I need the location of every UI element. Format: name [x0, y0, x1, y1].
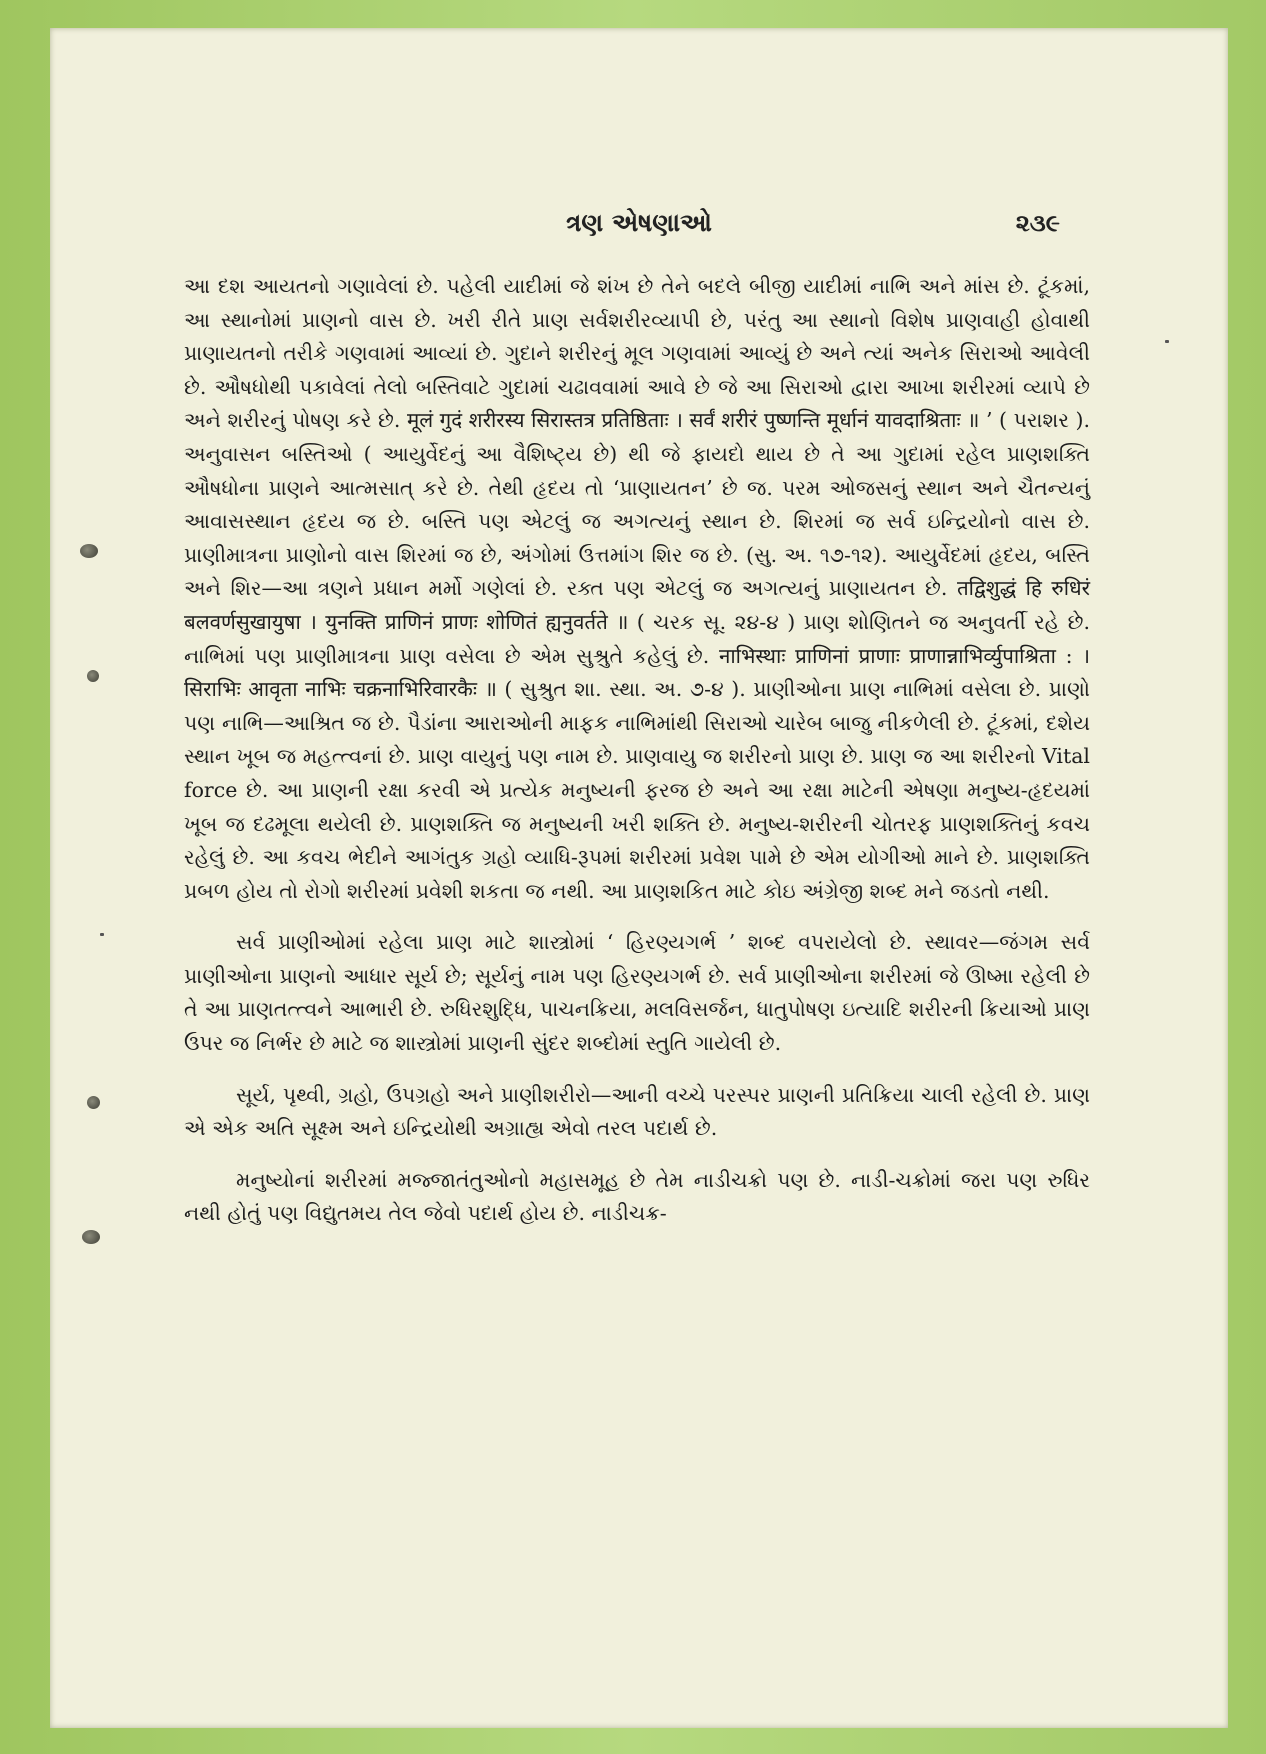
binding-hole-mark — [82, 1230, 100, 1244]
specks — [1165, 340, 1169, 343]
paragraph: સર્વ પ્રાણીઓમાં રહેલા પ્રાણ માટે શાસ્ત્રોમાં ‘ હિરણ્યગર્ભ ’ શબ્દ વપરાયેલો છે. સ્થાવર—જંગમ સર્વ પ્રાણીઓના પ્રાણનો આધાર સૂર્ય છે; સૂર્યનું નામ પણ હિરણ્યગર્ભ છે. સર્વ પ્રાણીઓના શરીરમાં જે ઊષ્મા રહેલી છે તે આ પ્રાણતત્ત્વને આભારી છે. રુધિરશુદ્ધિ, પાચનક્રિયા, મલવિસર્જન, ધાતુપોષણ ઇત્યાદિ શરીરની ક્રિયાઓ પ્રાણ ઉપર જ નિર્ભર છે માટે જ શાસ્ત્રોમાં પ્રાણની સુંદર શબ્દોમાં સ્તુતિ ગાયેલી છે. — [184, 930, 1090, 1056]
binding-hole-mark — [87, 670, 99, 682]
binding-hole-mark — [80, 544, 98, 558]
page-header — [50, 208, 1228, 248]
specks — [100, 933, 104, 936]
running-title: ત્રણ એષણાઓ — [566, 208, 712, 237]
book-page — [50, 28, 1228, 1728]
paragraph: મનુષ્યોનાં શરીરમાં મજ્જાતંતુઓનો મહાસમૂહ છે તેમ નાડીચક્રો પણ છે. નાડી-ચક્રોમાં જરા પણ રુધિર નથી હોતું પણ વિદ્યુતમય તેલ જેવો પદાર્થ હોય છે. નાડીચક્ર- — [184, 1167, 1090, 1226]
binding-hole-mark — [87, 1096, 100, 1109]
paragraph: સૂર્ય, પૃથ્વી, ગ્રહો, ઉપગ્રહો અને પ્રાણીશરીરો—આની વચ્ચે પરસ્પર પ્રાણની પ્રતિક્રિયા ચાલી રહેલી છે. પ્રાણ એ એક અતિ સૂક્ષ્મ અને ઇન્દ્રિયોથી અગ્રાહ્ય એવો તરલ પદાર્થ છે. — [184, 1082, 1090, 1141]
paragraph: આ દશ આયતનો ગણાવેલાં છે. પહેલી યાદીમાં જે શંખ છે તેને બદલે બીજી યાદીમાં નાભિ અને માંસ છે. ટૂંકમાં, આ સ્થાનોમાં પ્રાણનો વાસ છે. ખરી રીતે પ્રાણ સર્વશરીરવ્યાપી છે, પરંતુ આ સ્થાનો વિશેષ પ્રાણવાહી હોવાથી પ્રાણાયતનો તરીકે ગણવામાં આવ્યાં છે. ગુદાને શરીરનું મૂલ ગણવામાં આવ્યું છે અને ત્યાં અનેક સિરાઓ આવેલી છે. ઔષધોથી પકાવેલાં તેલો બસ્તિવાટે ગુદામાં ચઢાવવામાં આવે છે જે આ સિરાઓ દ્વારા આખા શરીરમાં વ્યાપે છે અને શરીરનું પોષણ કરે છે. मूलं गुदं शरीरस्य सिरास्तत्र प्रतिष्ठिताः । सर्वं शरीरं पुष्णन्ति मूर्धानं यावदाश्रिताः ॥ ’ ( પરાશર ). અનુવાસન બસ્તિઓ ( આયુર્વેદનું આ વૈશિષ્ટ્ય છે) થી જે ફાયદો થાય છે તે આ ગુદામાં રહેલ પ્રાણશક્તિ ઔષધોના પ્રાણને આત્મસાત્ કરે છે. તેથી હૃદય તો ‘પ્રાણાયતન’ છે જ. પરમ ઓજસનું સ્થાન અને ચૈતન્યનું આવાસસ્થાન હૃદય જ છે. બસ્તિ પણ એટલું જ અગત્યનું સ્થાન છે. શિરમાં જ સર્વ ઇન્દ્રિયોનો વાસ છે. પ્રાણીમાત્રના પ્રાણોનો વાસ શિરમાં જ છે, અંગોમાં ઉત્તમાંગ શિર જ છે. (સુ. અ. ૧૭-૧૨). આયુર્વેદમાં હૃદય, બસ્તિ અને શિર—આ ત્રણને પ્રધાન મર્મો ગણેલાં છે. રક્ત પણ એટલું જ અગત્યનું પ્રાણાયતન છે. तद्विशुद्धं हि रुधिरं बलवर्णसुखायुषा । युनक्ति प्राणिनं प्राणः शोणितं ह्यनुवर्तते ॥ ( ચરક સૂ. ૨૪-૪ ) પ્રાણ શોણિતને જ અનુવર્તી રહે છે. નાભિમાં પણ પ્રાણીમાત્રના પ્રાણ વસેલા છે એમ સુશ્રુતે કહેલું છે. नाभिस्थाः प्राणिनां प्राणाः प्राणान्नाभिर्व्युपाश्रिता : । सिराभिः आवृता नाभिः चक्रनाभिरिवारकैः ॥ ( સુશ્રુત શા. સ્થા. અ. ૭-૪ ). પ્રાણીઓના પ્રાણ નાભિમાં વસેલા છે. પ્રાણો પણ નાભિ—આશ્રિત જ છે. પૈડાંના આરાઓની માફક નાભિમાંથી સિરાઓ ચારેબ બાજુ નીકળેલી છે. ટૂંકમાં, દશેય સ્થાન ખૂબ જ મહત્ત્વનાં છે. પ્રાણ વાયુનું પણ નામ છે. પ્રાણવાયુ જ શરીરનો પ્રાણ છે. પ્રાણ જ આ શરીરનો Vital force છે. આ પ્રાણની રક્ષા કરવી એ પ્રત્યેક મનુષ્યની ફરજ છે અને આ રક્ષા માટેની એષણા મનુષ્ય-હૃદયમાં ખૂબ જ દઢમૂલા થયેલી છે. પ્રાણશક્તિ જ મનુષ્યની ખરી શક્તિ છે. મનુષ્ય-શરીરની ચોતરફ પ્રાણશક્તિનું કવચ રહેલું છે. આ કવચ ભેદીને આગંતુક ગ્રહો વ્યાધિ-રૂપમાં શરીરમાં પ્રવેશ પામે છે એમ યોગીઓ માને છે. પ્રાણશક્તિ પ્રબળ હોય તો રોગો શરીરમાં પ્રવેશી શકતા જ નથી. આ પ્રાણશકિત માટે કોઇ અંગ્રેજી શબ્દ મને જડતો નથી. — [184, 274, 1090, 903]
page-number: ૨૩૯ — [1015, 208, 1060, 237]
body-text — [184, 270, 1090, 1231]
